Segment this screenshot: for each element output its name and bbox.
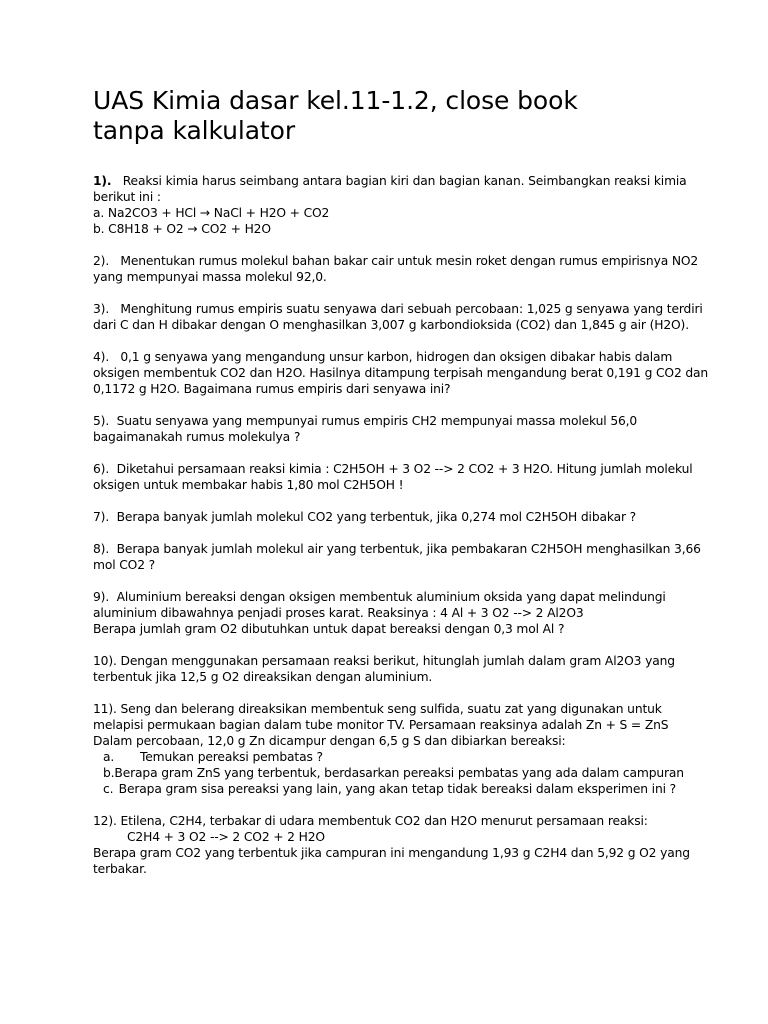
question-7 (93, 509, 676, 525)
question-number: 11). (93, 702, 117, 716)
question-text: Menentukan rumus molekul bahan bakar cair untuk mesin roket dengan rumus empirisnya NO2 (120, 254, 699, 268)
question-8 (93, 541, 701, 573)
question-10 (93, 653, 676, 685)
sub-question-c (93, 781, 676, 797)
question-text: Suatu senyawa yang mempunyai rumus empiris CH2 mempunyai massa molekul 56,0 (116, 414, 638, 428)
question-text: terbentuk jika 12,5 g O2 direaksikan dengan aluminium. (93, 670, 433, 684)
title-line-2: tanpa kalkulator (93, 116, 296, 145)
sub-question-b (93, 765, 684, 781)
sub-text: Berapa gram sisa pereaksi yang lain, yang akan tetap tidak bereaksi dalam eksperimen ini ? (118, 782, 676, 796)
question-number: 3). (93, 302, 110, 316)
sub-question-a (93, 749, 676, 765)
question-6 (93, 461, 693, 493)
question-text: Aluminium bereaksi dengan oksigen membentuk aluminium oksida yang dapat melindungi (116, 590, 666, 604)
question-number: 1). (93, 174, 112, 188)
question-text: Berapa banyak jumlah molekul CO2 yang terbentuk, jika 0,274 mol C2H5OH dibakar ? (116, 510, 637, 524)
question-text: 0,1172 g H2O. Bagaimana rumus empiris dari senyawa ini? (93, 382, 451, 396)
question-4 (93, 349, 709, 397)
question-number: 4). (93, 350, 110, 364)
question-text: dari C dan H dibakar dengan O menghasilkan 3,007 g karbondioksida (CO2) dan 1,845 g air (H2O). (93, 318, 689, 332)
question-12 (93, 813, 690, 877)
sub-text: Temukan pereaksi pembatas ? (140, 750, 323, 764)
question-2 (93, 253, 699, 285)
question-number: 6). (93, 462, 110, 476)
question-number: 9). (93, 590, 110, 604)
question-text: mol CO2 ? (93, 558, 156, 572)
question-5 (93, 413, 676, 445)
question-text: berikut ini : (93, 190, 161, 204)
document-title (93, 86, 676, 146)
question-number: 7). (93, 510, 110, 524)
reaction-b: b. C8H18 + O2 → CO2 + H2O (93, 222, 271, 236)
question-text: oksigen untuk membakar habis 1,80 mol C2H5OH ! (93, 478, 404, 492)
question-text: Diketahui persamaan reaksi kimia : C2H5OH + 3 O2 --> 2 CO2 + 3 H2O. Hitung jumlah molekul (116, 462, 693, 476)
question-text: terbakar. (93, 862, 147, 876)
question-text: Berapa jumlah gram O2 dibutuhkan untuk dapat bereaksi dengan 0,3 mol Al ? (93, 622, 565, 636)
question-text: Reaksi kimia harus seimbang antara bagian kiri dan bagian kanan. Seimbangkan reaksi kimia (122, 174, 687, 188)
question-number: 5). (93, 414, 110, 428)
question-3 (93, 301, 703, 333)
question-text: Dalam percobaan, 12,0 g Zn dicampur dengan 6,5 g S dan dibiarkan bereaksi: (93, 734, 566, 748)
question-number: 10). (93, 654, 117, 668)
sub-marker: c. (103, 782, 114, 796)
sub-marker: a. (103, 750, 115, 764)
question-text: yang mempunyai massa molekul 92,0. (93, 270, 327, 284)
question-text: Etilena, C2H4, terbakar di udara membentuk CO2 dan H2O menurut persamaan reaksi: (120, 814, 648, 828)
question-text: Dengan menggunakan persamaan reaksi berikut, hitunglah jumlah dalam gram Al2O3 yang (120, 654, 675, 668)
title-line-1: UAS Kimia dasar kel.11-1.2, close book (93, 86, 578, 115)
question-text: Seng dan belerang direaksikan membentuk seng sulfida, suatu zat yang digunakan untuk (120, 702, 662, 716)
reaction-equation: C2H4 + 3 O2 --> 2 CO2 + 2 H2O (127, 830, 325, 844)
question-text: oksigen membentuk CO2 dan H2O. Hasilnya ditampung terpisah mengandung berat 0,191 g CO2 dan (93, 366, 709, 380)
question-text: 0,1 g senyawa yang mengandung unsur karbon, hidrogen dan oksigen dibakar habis dalam (120, 350, 673, 364)
question-number: 8). (93, 542, 110, 556)
question-number: 2). (93, 254, 110, 268)
question-text: bagaimanakah rumus molekulya ? (93, 430, 301, 444)
question-text: Menghitung rumus empiris suatu senyawa dari sebuah percobaan: 1,025 g senyawa yang terdiri (120, 302, 703, 316)
reaction-a: a. Na2CO3 + HCl → NaCl + H2O + CO2 (93, 206, 330, 220)
sub-text: Berapa gram ZnS yang terbentuk, berdasarkan pereaksi pembatas yang ada dalam campuran (114, 766, 684, 780)
question-11 (93, 701, 684, 797)
question-1 (93, 173, 687, 237)
question-text: melapisi permukaan bagian dalam tube monitor TV. Persamaan reaksinya adalah Zn + S = ZnS (93, 718, 669, 732)
question-text: Berapa gram CO2 yang terbentuk jika campuran ini mengandung 1,93 g C2H4 dan 5,92 g O2 yang (93, 846, 690, 860)
question-number: 12). (93, 814, 117, 828)
question-text: Berapa banyak jumlah molekul air yang terbentuk, jika pembakaran C2H5OH menghasilkan 3,66 (116, 542, 701, 556)
question-list (93, 173, 709, 877)
question-text: aluminium dibawahnya penjadi proses karat. Reaksinya : 4 Al + 3 O2 --> 2 Al2O3 (93, 606, 584, 620)
question-9 (93, 589, 676, 637)
sub-marker: b. (103, 766, 115, 780)
